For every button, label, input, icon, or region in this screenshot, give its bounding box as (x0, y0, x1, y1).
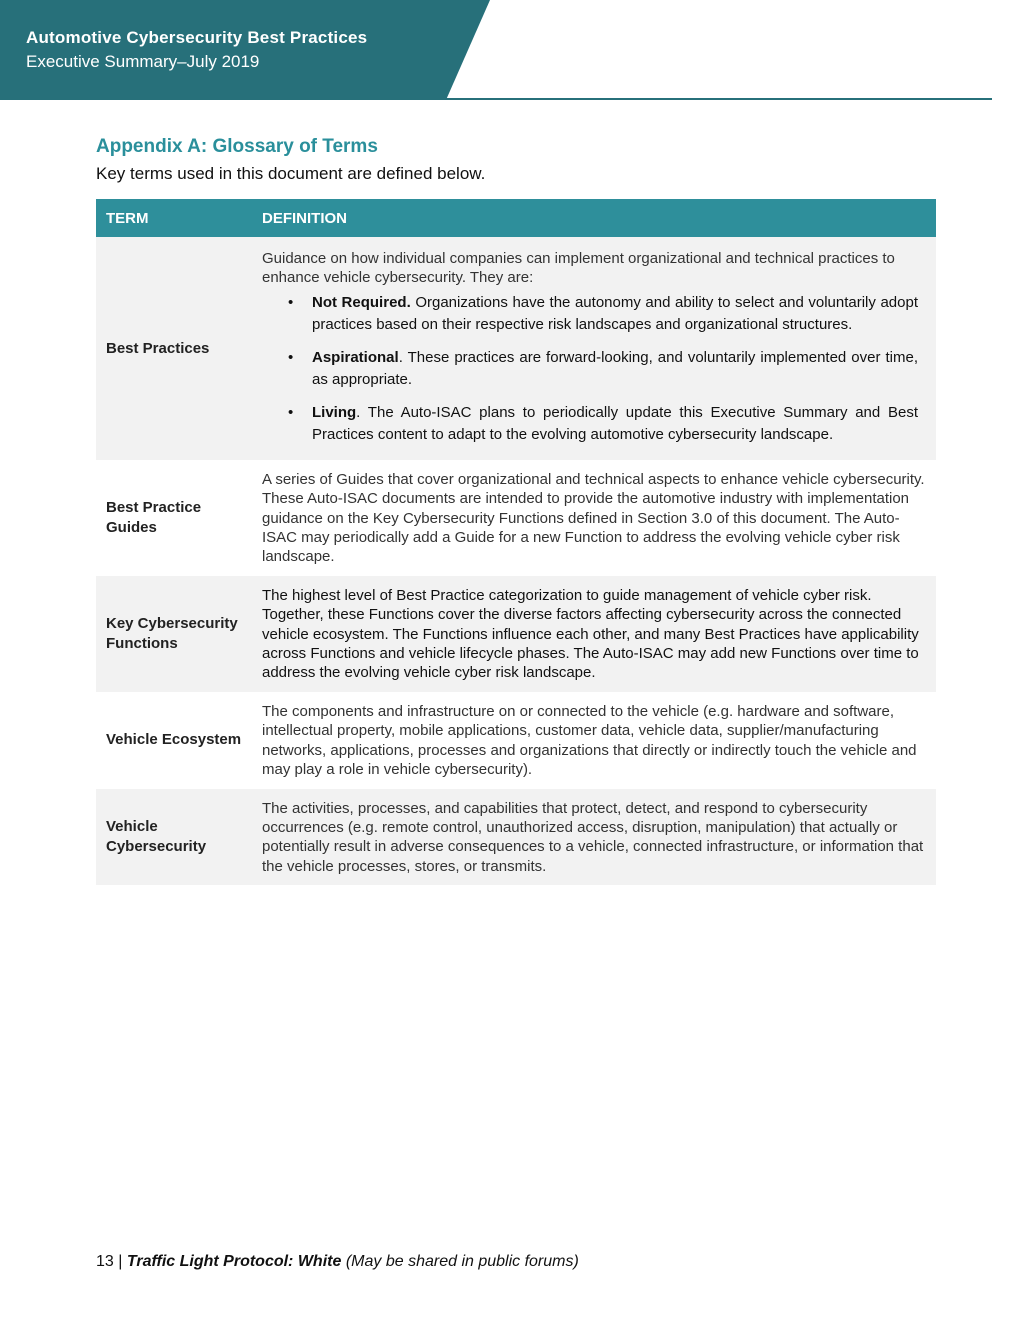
definition-cell (252, 237, 936, 460)
bullet-icon: • (288, 348, 294, 366)
document-subtitle: Executive Summary–July 2019 (26, 52, 260, 71)
column-header-definition: DEFINITION (252, 199, 936, 237)
table-row (96, 789, 936, 886)
table-row (96, 460, 936, 576)
list-item (262, 402, 926, 446)
tlp-note: (May be shared in public forums) (345, 1253, 579, 1270)
glossary-table (96, 199, 936, 885)
bullet-label: Living (312, 403, 357, 421)
table-header-row (96, 199, 936, 237)
bullet-text: Organizations have the autonomy and ability to select and voluntarily adopt practices based on their respective risk landscapes and organizational structures. (312, 293, 918, 333)
bullet-label: Not Required. (312, 293, 411, 311)
definition-cell: The highest level of Best Practice categorization to guide management of vehicle cyber risk. Together, these Functions cover the diverse factors affecting cybersecurity across the connected vehicle ecosystem. The Functions influence each other, and many Best Practices have applicability across Functions and vehicle lifecycle phases. The Auto-ISAC may add new Functions over time to address the evolving vehicle cyber risk landscape. (252, 576, 936, 692)
term-cell: Best Practices (96, 237, 252, 460)
term-cell: Best Practice Guides (106, 499, 202, 536)
bullet-list (262, 292, 926, 446)
list-item (262, 347, 926, 391)
list-item (262, 292, 926, 336)
bullet-icon: • (288, 293, 294, 311)
term-cell: Vehicle Cybersecurity (96, 789, 252, 886)
document-title: Automotive Cybersecurity Best Practices (26, 28, 368, 47)
definition-cell: The components and infrastructure on or connected to the vehicle (e.g. hardware and software, intellectual property, mobile applications, customer data, vehicle data, supplier/manufacturing networks, applications, processes and organizations that directly or indirectly touch the vehicle and may play a role in vehicle cybersecurity). (262, 702, 917, 779)
header-rule (440, 98, 992, 100)
page-footer (96, 1253, 579, 1271)
term-cell: Key Cybersecurity Functions (96, 576, 252, 692)
header-band (0, 0, 490, 100)
bullet-label: Aspirational (312, 348, 399, 366)
appendix-title: Appendix A: Glossary of Terms (96, 136, 378, 157)
appendix-intro: Key terms used in this document are defined below. (96, 164, 486, 183)
table-row (96, 692, 936, 789)
bullet-icon: • (288, 403, 294, 421)
page-number: 13 (96, 1253, 114, 1270)
term-cell: Vehicle Ecosystem (106, 731, 242, 749)
footer-separator: | (118, 1253, 123, 1270)
definition-cell: The activities, processes, and capabilities that protect, detect, and respond to cybersecurity occurrences (e.g. remote control, unauthorized access, disruption, manipulation) that actually or potentially result in adverse consequences to a vehicle, connected infrastructure, or information that the vehicle processes, stores, or transmits. (252, 789, 936, 886)
bullet-text: . The Auto-ISAC plans to periodically update this Executive Summary and Best Practices content to adapt to the evolving automotive cybersecurity landscape. (312, 403, 918, 443)
column-header-term: TERM (96, 199, 252, 237)
bullet-text: . These practices are forward-looking, and voluntarily implemented over time, as appropriate. (312, 348, 918, 388)
table-row (96, 237, 936, 460)
table-row (96, 576, 936, 692)
tlp-label: Traffic Light Protocol: White (126, 1253, 342, 1270)
definition-cell: A series of Guides that cover organizational and technical aspects to enhance vehicle cybersecurity. These Auto-ISAC documents are intended to provide the automotive industry with implementation guidance on the Key Cybersecurity Functions defined in Section 3.0 of this document. The Auto-ISAC may periodically add a Guide for a new Function to address the evolving vehicle cyber risk landscape. (262, 470, 925, 566)
definition-intro: Guidance on how individual companies can implement organizational and technical practices to enhance vehicle cybersecurity. They are: (262, 250, 895, 287)
